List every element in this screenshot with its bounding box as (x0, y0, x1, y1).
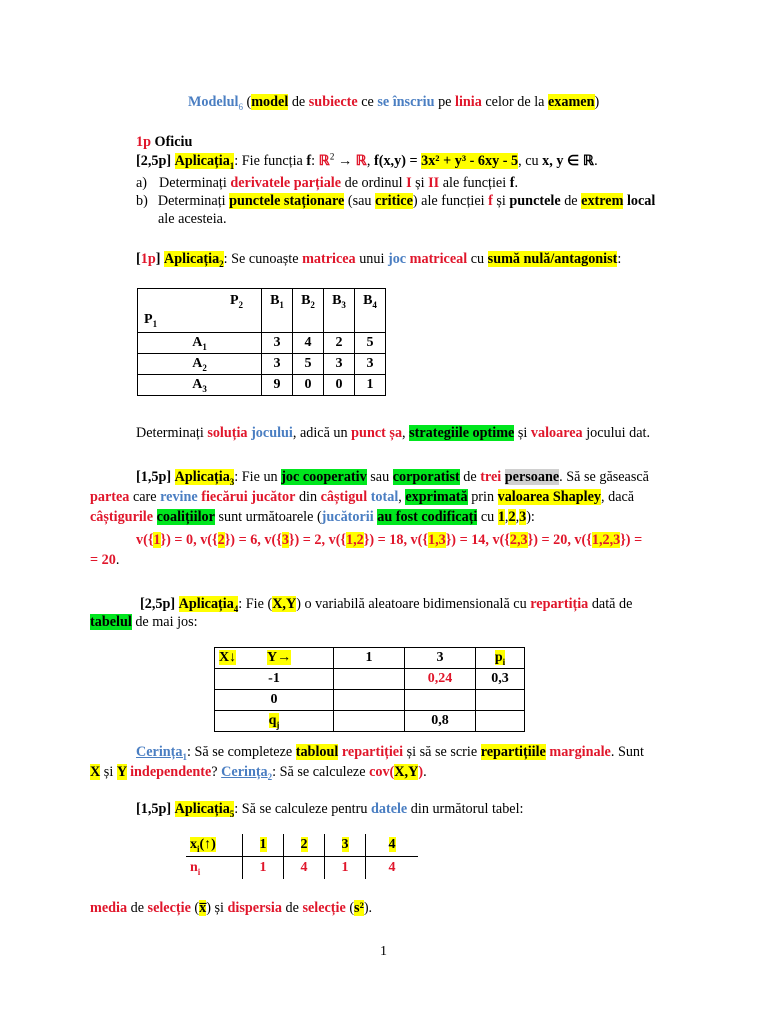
app4-requirement-line1: Cerința$_1$: Să se completeze tabloul repartiției și să se scrie repartițiile marginale. Sunt (136, 744, 644, 762)
bivariate-distribution-table (214, 647, 525, 732)
payoff-matrix-table (137, 288, 386, 396)
app4-line2: tabelul de mai jos: (90, 614, 198, 630)
app3-coalition-values: v({1}) = 0, v({2}) = 6, v({3}) = 2, v({1,2}) = 18, v({1,3}) = 14, v({2,3}) = 20, v({1,2,3}) = (136, 532, 643, 548)
sample-data-table (186, 834, 418, 879)
column-header: $B_3$ (324, 289, 355, 333)
app3-line2: partea care revine fiecărui jucător din câștigul total, exprimată prin valoarea Shapley, dacă (90, 489, 635, 505)
app1-item-a: a) Determinați derivatele parțiale de ordinul I și II ale funcției f. (136, 175, 518, 191)
table-row: $A_1$ 3 4 2 5 (138, 333, 386, 354)
column-header: $B_4$ (355, 289, 386, 333)
table-row: 0 (215, 690, 525, 711)
app1-statement: [2,5p] Aplicația$_1$: Fie funcția f: ℝ$^2$ → ℝ, f(x,y) = 3x² + y³ - 6xy - 5, cu x, y ∈ ℝ. (136, 151, 598, 171)
page-number: 1 (380, 944, 387, 959)
app1-item-b-cont: ale acesteia. (158, 211, 227, 227)
page-title: Modelul$_6$ (model de subiecte ce se înscriu pe linia celor de la examen) (188, 94, 600, 112)
app4-line1: [2,5p] Aplicația$_4$: Fie (X,Y) o variabilă aleatoare bidimensională cu repartiția dată de (140, 596, 633, 614)
column-header: $B_1$ (262, 289, 293, 333)
app4-requirement-line2: X și Y independente? Cerința$_2$: Să se calculeze cov(X,Y). (90, 764, 427, 782)
column-header: $B_2$ (293, 289, 324, 333)
table-row: $q_j$ 0,8 (215, 711, 525, 732)
table-row: $A_3$ 9 0 0 1 (138, 375, 386, 396)
app3-line1: [1,5p] Aplicația$_3$: Fie un joc cooperativ sau corporatist de trei persoane. Să se găsească (136, 469, 649, 487)
table-row: $A_2$ 3 5 3 3 (138, 354, 386, 375)
table-row: $n_i$ 1 4 1 4 (186, 857, 418, 880)
oficiu-line: 1p Oficiu (136, 134, 193, 150)
table-header-row: X↓ Y→ 1 3 $p_i$ (215, 648, 525, 669)
app1-item-b: b) Determinați punctele staționare (sau critice) ale funcției f și punctele de extrem local (136, 193, 656, 209)
app2-question: Determinați soluția jocului, adică un punct șa, strategiile optime și valoarea jocului dat. (136, 425, 651, 441)
app5-statement: [1,5p] Aplicația$_5$: Să se calculeze pentru datele din următorul tabel: (136, 801, 524, 819)
app2-statement: [1p] Aplicația$_2$: Se cunoaște matricea unui joc matriceal cu sumă nulă/antagonist: (136, 251, 622, 269)
header-corner-cell: $P_2$ $P_1$ (138, 289, 262, 333)
table-row: -1 0,24 0,3 (215, 669, 525, 690)
app3-last-value: = 20. (90, 552, 120, 568)
app3-line3: câștigurile coalițiilor sunt următoarele (jucătorii au fost codificați cu 1,2,3): (90, 509, 535, 525)
app5-question: media de selecție (x̅) și dispersia de selecție (s²). (90, 900, 373, 916)
table-row: $x_i(↑)$ 1 2 3 4 (186, 834, 418, 857)
